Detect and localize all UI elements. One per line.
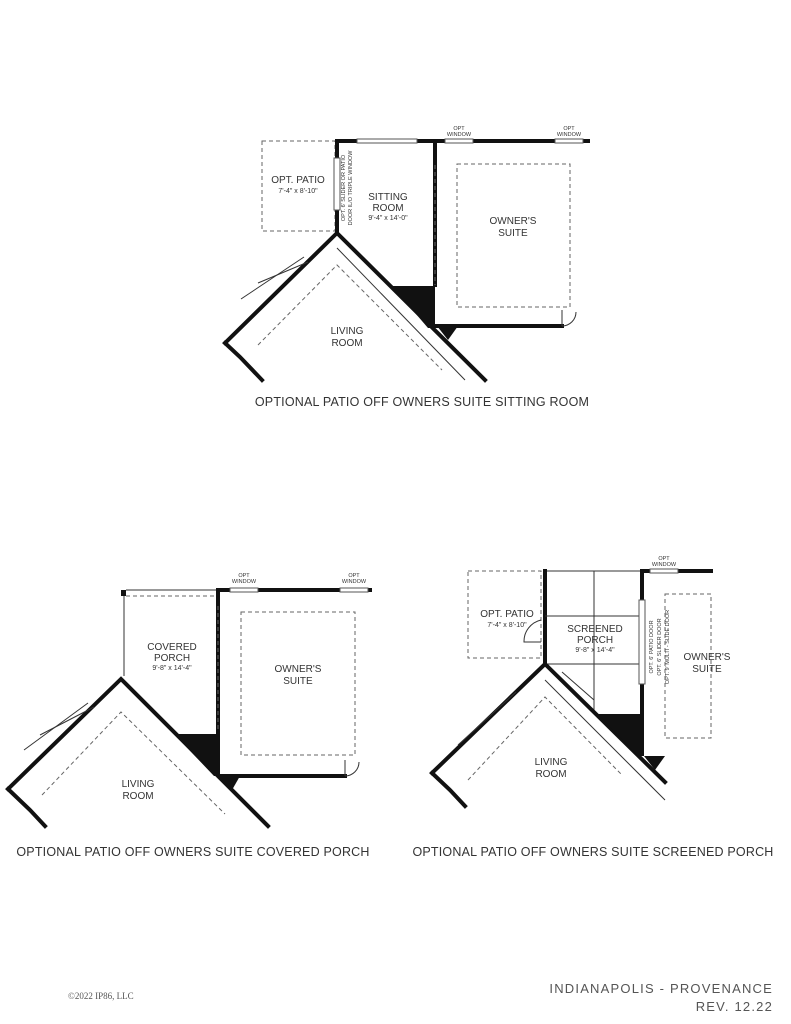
opt-window-2 (340, 588, 368, 592)
door-swing (345, 762, 359, 776)
covered-porch-dim: 9'-8" x 14'-4" (152, 665, 192, 672)
living-room-label-1: LIVING (330, 326, 364, 337)
owners-suite-label-1: OWNER'S (683, 652, 731, 663)
opt-patio-label: OPT. PATIO (271, 175, 325, 186)
living-room-left-wall (8, 789, 45, 826)
door-note-1: OPT. 6' PATIO DOOR (649, 620, 655, 674)
opt-window-1-label-b: WINDOW (231, 579, 257, 585)
door-note-1: OPT. 6' SLIDER OR PATIO (341, 154, 347, 222)
opt-window-label-a: OPT (658, 556, 670, 562)
covered-porch-label-1: COVERED (147, 642, 197, 653)
revision: REV. 12.22 (695, 999, 773, 1014)
door-note-3: OPT. 9' MULTI - SLIDE DOOR (665, 609, 671, 685)
sitting-room-window (357, 139, 417, 143)
opt-window-2-label-b: WINDOW (556, 132, 582, 138)
porch-post (121, 590, 126, 596)
living-room-diagonal-wall (225, 233, 485, 380)
living-room-diagonal-wall (8, 679, 268, 826)
living-room-label-2: ROOM (331, 338, 363, 349)
opt-window (650, 569, 678, 573)
screened-porch-dim: 9'-8" x 14'-4" (575, 647, 615, 654)
opt-window-1 (445, 139, 473, 143)
door-note-2: DOOR IL/O TRIPLE WINDOW (348, 150, 354, 226)
opt-window-1 (230, 588, 258, 592)
opt-window-1-label-a: OPT (453, 126, 465, 132)
opt-patio-outline (262, 141, 335, 231)
living-room-window (258, 262, 308, 283)
screened-porch-label-2: PORCH (576, 635, 614, 646)
living-room-label-2: ROOM (535, 769, 567, 780)
owners-suite-label-1: OWNER'S (489, 216, 537, 227)
opt-window-2 (555, 139, 583, 143)
sitting-room-label-2: ROOM (372, 203, 404, 214)
opt-window-2-label-a: OPT (348, 573, 360, 579)
opt-patio-dim: 7'-4" x 8'-10" (487, 622, 527, 629)
plan-screened-porch (412, 556, 773, 859)
project-name: INDIANAPOLIS - PROVENANCE (549, 981, 773, 996)
living-room-label-1: LIVING (121, 779, 155, 790)
door-swing (562, 312, 576, 326)
opt-patio-door (639, 600, 645, 684)
caption-covered-porch: OPTIONAL PATIO OFF OWNERS SUITE COVERED PORCH (16, 845, 370, 859)
opt-patio-dim: 7'-4" x 8'-10" (278, 188, 318, 195)
owners-suite-label-2: SUITE (498, 228, 528, 239)
screened-porch-label-1: SCREENED (567, 624, 623, 635)
owners-suite-label-1: OWNER'S (274, 664, 322, 675)
opt-window-2-label-b: WINDOW (341, 579, 367, 585)
sitting-room-label-1: SITTING (368, 192, 408, 203)
wall-mass (598, 714, 644, 756)
opt-slider-door (334, 158, 340, 210)
plan-sitting-room (225, 126, 589, 409)
owners-suite-label-2: SUITE (283, 676, 313, 687)
copyright: ©2022 IP86, LLC (68, 991, 134, 1001)
opt-window-label-b: WINDOW (651, 562, 677, 568)
opt-patio-label: OPT. PATIO (480, 609, 534, 620)
living-room-left-wall (432, 773, 465, 806)
living-room-inner-line (337, 248, 465, 380)
caption-screened-porch: OPTIONAL PATIO OFF OWNERS SUITE SCREENED PORCH (412, 845, 774, 859)
living-room-inner-line (545, 680, 665, 800)
living-room-left-wall (225, 343, 262, 380)
caption-sitting-room: OPTIONAL PATIO OFF OWNERS SUITE SITTING ROOM (254, 395, 590, 409)
living-room-window-line (241, 257, 304, 299)
living-room-label-1: LIVING (534, 757, 568, 768)
covered-porch-label-2: PORCH (153, 653, 191, 664)
owners-suite-label-2: SUITE (692, 664, 722, 675)
sitting-room-dim: 9'-4" x 14'-0" (368, 215, 408, 222)
plan-covered-porch (8, 573, 370, 859)
opt-window-1-label-b: WINDOW (446, 132, 472, 138)
wall-mass (392, 286, 435, 328)
living-room-label-2: ROOM (122, 791, 154, 802)
opt-window-2-label-a: OPT (563, 126, 575, 132)
opt-window-1-label-a: OPT (238, 573, 250, 579)
wall-mass (174, 734, 220, 776)
door-note-2: OPT. 6' SLIDER DOOR (657, 618, 663, 676)
